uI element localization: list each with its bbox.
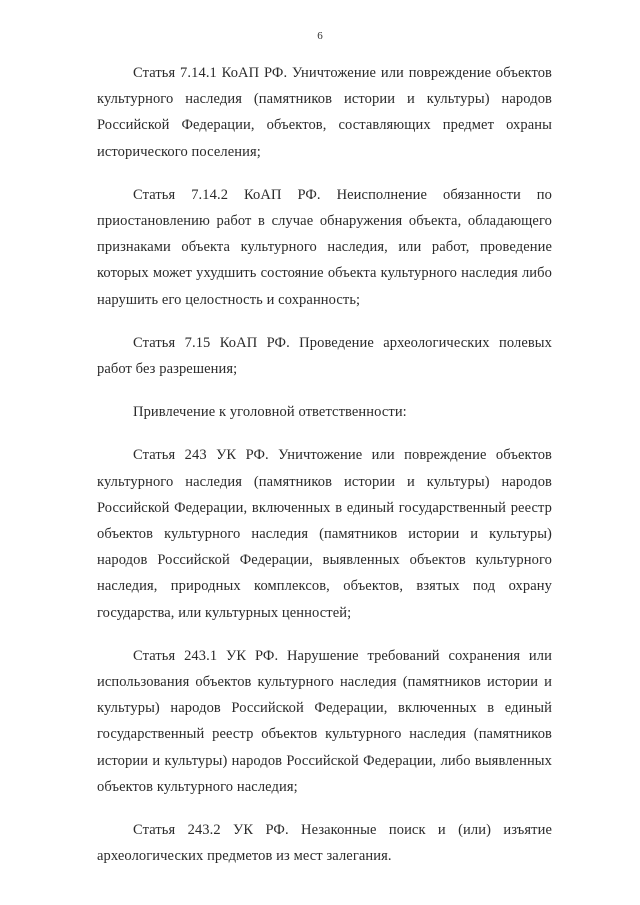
paragraph-criminal-liability-heading: Привлечение к уголовной ответственности:	[133, 404, 407, 421]
paragraph-article-243: Статья 243 УК РФ. Уничтожение или повреждение объектов культурного наследия (памятников истории и культуры) народов Российской Федерации, включенных в единый государственный реестр объектов культурного наследия (памятников истории и культуры) народов Российской Федерации, выявленных объектов культурного наследия, природных комплексов, объектов, взятых под охрану государства, или культурных ценностей;	[97, 447, 552, 621]
page-number: 6	[317, 30, 323, 42]
paragraph-article-7-14-1: Статья 7.14.1 КоАП РФ. Уничтожение или повреждение объектов культурного наследия (памятников истории и культуры) народов Российской Федерации, объектов, составляющих предмет охраны исторического поселения;	[97, 65, 552, 160]
paragraph-article-243-1: Статья 243.1 УК РФ. Нарушение требований сохранения или использования объектов культурного наследия (памятников истории и культуры) народов Российской Федерации, включенных в единый государственный реестр объектов культурного наследия (памятников истории и культуры) народов Российской Федерации, либо выявленных объектов культурного наследия;	[97, 647, 552, 795]
paragraph-article-7-14-2: Статья 7.14.2 КоАП РФ. Неисполнение обязанности по приостановлению работ в случае обнаружения объекта, обладающего признаками объекта культурного наследия, или работ, проведение которых может ухудшить состояние объекта культурного наследия либо нарушить его целостность и сохранность;	[97, 186, 552, 308]
paragraph-article-7-15: Статья 7.15 КоАП РФ. Проведение археологических полевых работ без разрешения;	[97, 334, 552, 378]
document-body	[97, 60, 552, 886]
paragraph-article-243-2: Статья 243.2 УК РФ. Незаконные поиск и (или) изъятие археологических предметов из мест залегания.	[97, 822, 552, 865]
